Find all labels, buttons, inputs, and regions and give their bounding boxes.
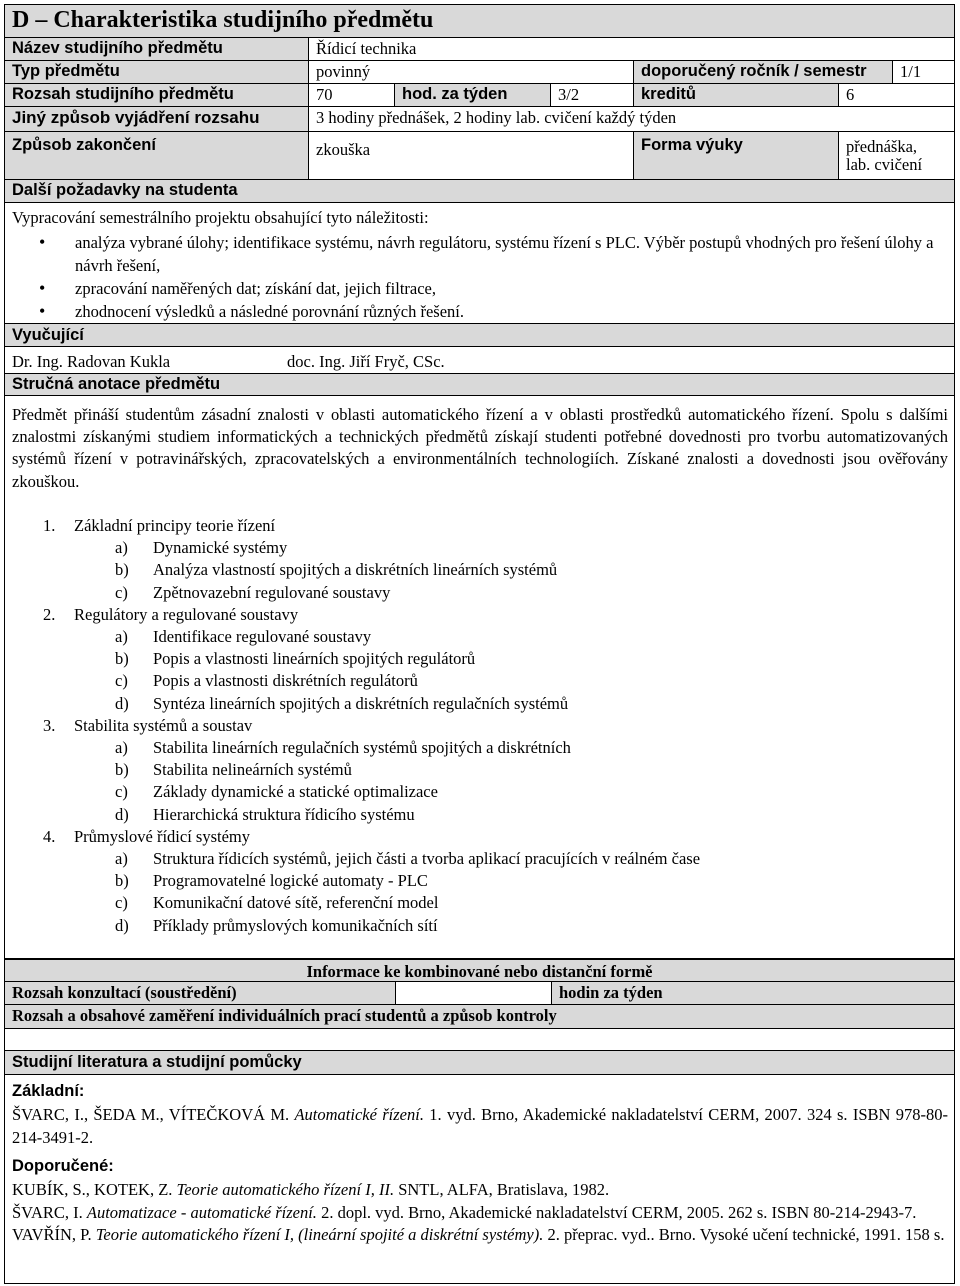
annotation-text: Předmět přináší studentům zásadní znalosti v oblasti automatického řízení a v oblasti prostředků automatického řízení. Spolu s dalšími znalostmi získanými studiem informatických a technických předmětů získají studenti potřebné dovednosti pro tvorbu automatizovaných systémů řízení v potravinářských, zpracovatelských a environmentálních technologiích. Získané znalosti a dovednosti jsou ověřovány zkouškou. xyxy=(12,405,948,491)
course-name-value: Řídicí technika xyxy=(316,39,417,58)
completion-value: zkouška xyxy=(309,132,634,179)
subtopic-title: Analýza vlastností spojitých a diskrétních lineárních systémů xyxy=(153,560,558,580)
other-scope-row xyxy=(4,106,955,132)
subtopic-title: Struktura řídicích systémů, jejich části a tvorba aplikací pracujících v reálném čase xyxy=(153,849,701,869)
subtopic-title: Stabilita lineárních regulačních systémů spojitých a diskrétních xyxy=(153,738,571,758)
literature-authors: ŠVARC, I. xyxy=(12,1202,87,1222)
subtopic-letter: c) xyxy=(115,893,128,913)
annotation-heading-text: Stručná anotace předmětu xyxy=(12,375,221,393)
subtopic-item xyxy=(5,870,945,892)
subtopic-title: Stabilita nelineárních systémů xyxy=(153,760,352,780)
subtopic-letter: c) xyxy=(115,582,128,602)
subtopic-item xyxy=(5,693,945,715)
course-type-label: Typ předmětu xyxy=(5,61,309,83)
recommended-literature-list xyxy=(12,1179,948,1247)
subtopic-item xyxy=(5,781,945,803)
other-scope-value: 3 hodiny přednášek, 2 hodiny lab. cvičení každý týden xyxy=(316,108,677,127)
subtopic-title: Zpětnovazební regulované soustavy xyxy=(153,582,391,602)
credits-value: 6 xyxy=(846,85,855,104)
other-scope-label: Jiný způsob vyjádření rozsahu xyxy=(5,107,309,131)
completion-row xyxy=(4,131,955,180)
subtopic-letter: a) xyxy=(115,538,128,558)
topics-list xyxy=(5,515,945,937)
individual-work-label xyxy=(5,1005,954,1029)
subtopic-item xyxy=(5,804,945,826)
topic-number: 2. xyxy=(43,604,56,624)
teacher-2: doc. Ing. Jiří Fryč, CSc. xyxy=(287,352,445,371)
course-scope-row xyxy=(4,83,955,107)
teaching-form-label: Forma výuky xyxy=(634,132,839,179)
literature-publication: 2. přeprac. vyd.. Brno. Vysoké učení technické, 1991. 158 s. xyxy=(543,1225,945,1244)
subtopic-letter: b) xyxy=(115,560,129,580)
hours-per-week-combined-label: hodin za týden xyxy=(552,982,954,1004)
subtopic-letter: b) xyxy=(115,871,129,891)
subtopic-item xyxy=(5,670,945,692)
literature-heading xyxy=(5,1051,954,1075)
combined-form-title: Informace ke kombinované nebo distanční formě xyxy=(306,962,653,981)
teaching-form-line-1: přednáška, xyxy=(846,137,918,156)
subtopic-item xyxy=(5,559,945,581)
page-title: D – Charakteristika studijního předmětu xyxy=(12,7,434,33)
subtopic-title: Identifikace regulované soustavy xyxy=(153,627,372,647)
course-scope-value: 70 xyxy=(309,84,395,106)
literature-publication: 2. dopl. vyd. Brno, Akademické nakladatelství CERM, 2005. 262 s. ISBN 80-214-2943-7. xyxy=(316,1202,917,1222)
basic-literature-label: Základní: xyxy=(12,1082,85,1100)
subtopic-item xyxy=(5,582,945,604)
course-type-value: povinný xyxy=(309,61,634,83)
teachers-heading xyxy=(5,323,954,347)
requirements-list xyxy=(5,231,945,323)
hours-per-week-label: hod. za týden xyxy=(395,84,551,106)
topic-item xyxy=(5,715,945,737)
literature-entry xyxy=(12,1202,948,1225)
basic-literature-list xyxy=(12,1104,948,1149)
teachers-heading-text: Vyučující xyxy=(12,326,84,344)
subtopic-title: Popis a vlastnosti lineárních spojitých regulátorů xyxy=(153,649,476,669)
topic-title: Průmyslové řídicí systémy xyxy=(74,826,250,846)
literature-title: Automatické řízení. xyxy=(294,1105,424,1124)
recommended-literature-label: Doporučené: xyxy=(12,1157,114,1175)
literature-entry xyxy=(12,1104,948,1149)
course-name-label: Název studijního předmětu xyxy=(5,38,309,60)
course-characteristics-form xyxy=(4,4,955,1284)
literature-title: Teorie automatického řízení I, (lineární spojité a diskrétní systémy). xyxy=(95,1225,544,1244)
requirement-item: • zhodnocení výsledků a následné porovnání různých řešení. xyxy=(5,300,945,323)
subtopic-title: Syntéza lineárních spojitých a diskrétních regulačních systémů xyxy=(153,693,569,713)
literature-heading-text: Studijní literatura a studijní pomůcky xyxy=(12,1053,302,1071)
subtopic-title: Hierarchická struktura řídicího systému xyxy=(153,804,415,824)
form-title-row xyxy=(4,4,955,38)
topic-number: 4. xyxy=(43,826,56,846)
subtopic-letter: d) xyxy=(115,804,129,824)
literature-publication: 1. vyd. Brno, Akademické nakladatelství CERM, 2007. 324 s. ISBN 978-80-214-3491-2. xyxy=(12,1105,949,1147)
topic-item xyxy=(5,515,945,537)
subtopic-letter: c) xyxy=(115,671,128,691)
subtopic-letter: a) xyxy=(115,627,128,647)
subtopic-letter: b) xyxy=(115,649,129,669)
subtopic-title: Popis a vlastnosti diskrétních regulátorů xyxy=(153,671,418,691)
subtopic-item xyxy=(5,759,945,781)
teaching-form-line-2: lab. cvičení xyxy=(846,155,923,174)
subtopic-letter: a) xyxy=(115,738,128,758)
subtopic-letter: b) xyxy=(115,760,129,780)
subtopic-title: Komunikační datové sítě, referenční model xyxy=(153,893,439,913)
credits-label: kreditů xyxy=(634,84,839,106)
subtopic-letter: d) xyxy=(115,693,129,713)
course-scope-label: Rozsah studijního předmětu xyxy=(5,84,309,106)
subtopic-title: Dynamické systémy xyxy=(153,538,288,558)
year-semester-value: 1/1 xyxy=(900,62,922,81)
topic-title: Regulátory a regulované soustavy xyxy=(74,604,299,624)
literature-authors: VAVŘÍN, P. xyxy=(12,1225,96,1244)
consultations-label: Rozsah konzultací (soustředění) xyxy=(5,982,396,1004)
topic-number: 1. xyxy=(43,516,56,535)
literature-authors: KUBÍK, S., KOTEK, Z. xyxy=(12,1180,177,1199)
combined-form-row xyxy=(4,958,955,982)
hours-per-week-value: 3/2 xyxy=(551,84,634,106)
literature-entry xyxy=(12,1224,948,1247)
consultations-value xyxy=(396,982,552,1004)
topic-title: Základní principy teorie řízení xyxy=(74,516,276,535)
subtopic-item xyxy=(5,626,945,648)
literature-title: Teorie automatického řízení I, II. xyxy=(176,1180,395,1199)
topic-item xyxy=(5,826,945,848)
course-name-row xyxy=(4,37,955,61)
subtopic-item xyxy=(5,892,945,914)
subtopic-item xyxy=(5,848,945,870)
course-type-row xyxy=(4,60,955,84)
teaching-form-value xyxy=(839,132,954,179)
subtopic-letter: d) xyxy=(115,915,129,935)
literature-entry xyxy=(12,1179,948,1202)
subtopic-letter: c) xyxy=(115,782,128,802)
subtopic-letter: a) xyxy=(115,849,128,869)
year-semester-label: doporučený ročník / semestr xyxy=(634,61,893,83)
consultations-row xyxy=(4,981,955,1005)
completion-label: Způsob zakončení xyxy=(5,132,309,179)
topic-item xyxy=(5,604,945,626)
literature-publication: SNTL, ALFA, Bratislava, 1982. xyxy=(394,1180,610,1199)
requirement-item: • analýza vybrané úlohy; identifikace systému, návrh regulátoru, systému řízení s PLC. Výběr postupů vhodných pro řešení úlohy a návrh řešení, xyxy=(5,231,945,277)
subtopic-title: Základy dynamické a statické optimalizace xyxy=(153,782,438,802)
requirements-heading xyxy=(5,180,954,203)
subtopic-item xyxy=(5,737,945,759)
subtopic-item xyxy=(5,648,945,670)
subtopic-title: Programovatelné logické automaty - PLC xyxy=(153,871,428,891)
teacher-1: Dr. Ing. Radovan Kukla xyxy=(12,352,171,371)
literature-authors: ŠVARC, I., ŠEDA M., VÍTEČKOVÁ M. xyxy=(12,1105,295,1124)
topic-number: 3. xyxy=(43,715,56,735)
subtopic-item xyxy=(5,537,945,559)
literature-title: Automatizace - automatické řízení. xyxy=(86,1202,317,1222)
requirements-heading-text: Další požadavky na studenta xyxy=(12,181,238,199)
annotation-heading xyxy=(5,373,954,396)
subtopic-title: Příklady průmyslových komunikačních sítí xyxy=(153,915,438,935)
requirement-item: • zpracování naměřených dat; získání dat, jejich filtrace, xyxy=(5,277,945,300)
individual-work-label-text: Rozsah a obsahové zaměření individuálních prací studentů a způsob kontroly xyxy=(12,1006,557,1025)
literature-box xyxy=(4,1050,955,1284)
topic-title: Stabilita systémů a soustav xyxy=(74,715,253,735)
requirements-intro: Vypracování semestrálního projektu obsahující tyto náležitosti: xyxy=(12,208,429,227)
subtopic-item xyxy=(5,915,945,937)
main-content-box xyxy=(4,179,955,959)
individual-work-row xyxy=(4,1004,955,1051)
